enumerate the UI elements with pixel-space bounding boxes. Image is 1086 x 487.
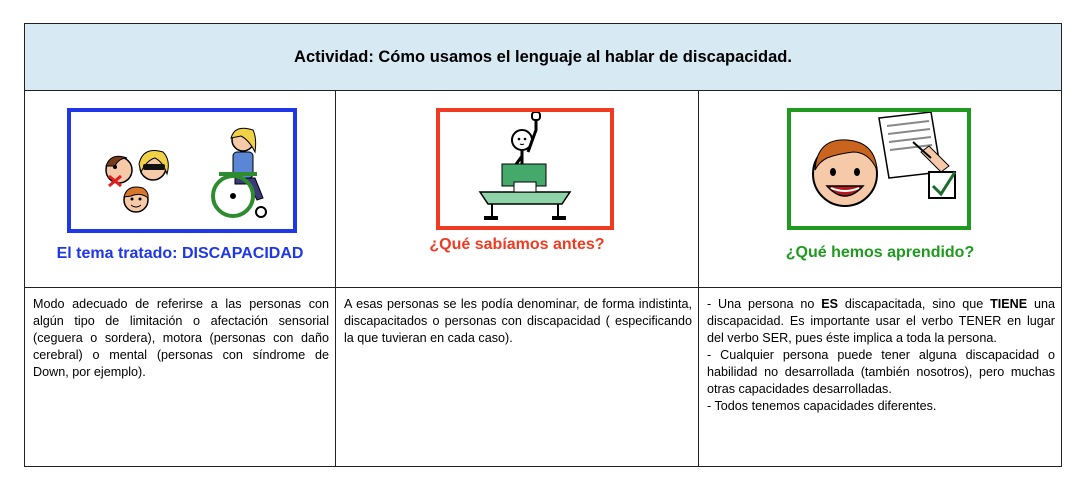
learned-picture-frame [787, 108, 971, 230]
learned-caption: ¿Qué hemos aprendido? [785, 244, 975, 261]
before-picture-frame [436, 108, 614, 230]
topic-caption: El tema tratado: DISCAPACIDAD [56, 245, 304, 262]
learned-description [707, 296, 1055, 415]
row-divider [25, 287, 335, 288]
activity-title: Actividad: Cómo usamos el lenguaje al hablar de discapacidad. [25, 24, 1061, 91]
disability-people-icon [71, 112, 293, 229]
row-divider [699, 287, 1061, 288]
activity-table [24, 23, 1062, 467]
before-caption: ¿Qué sabíamos antes? [429, 236, 605, 253]
learned-point-3: - Todos tenemos capacidades diferentes. [707, 399, 937, 413]
column-learned [699, 91, 1061, 466]
before-description: A esas personas se les podía denominar, de forma indistinta, discapacitados o personas con discapacidad ( especificando la que tuvieran en cada caso). [344, 297, 692, 345]
topic-picture-frame [67, 108, 297, 233]
learned-point-2: - Cualquier persona puede tener alguna discapacidad o habilidad no desarrollada (también nosotros), pero muchas otras capacidades desarrolladas. [707, 348, 1055, 396]
column-before [336, 91, 699, 466]
topic-description: Modo adecuado de referirse a las personas con algún tipo de limitación o afectación sensorial (ceguera o sordera), motora (personas con daño cerebral) o mental (personas con síndrome de Down, por ejemplo). [33, 297, 329, 379]
student-raising-hand-icon [440, 112, 610, 226]
happy-kid-checklist-icon [791, 112, 967, 226]
learned-point-1: - Una persona no ES discapacitada, sino que TIENE una discapacidad. Es importante usar el verbo TENER en lugar del verbo SER, pues éste implica a toda la persona. [707, 297, 1056, 345]
row-divider [336, 287, 698, 288]
column-topic [25, 91, 336, 466]
